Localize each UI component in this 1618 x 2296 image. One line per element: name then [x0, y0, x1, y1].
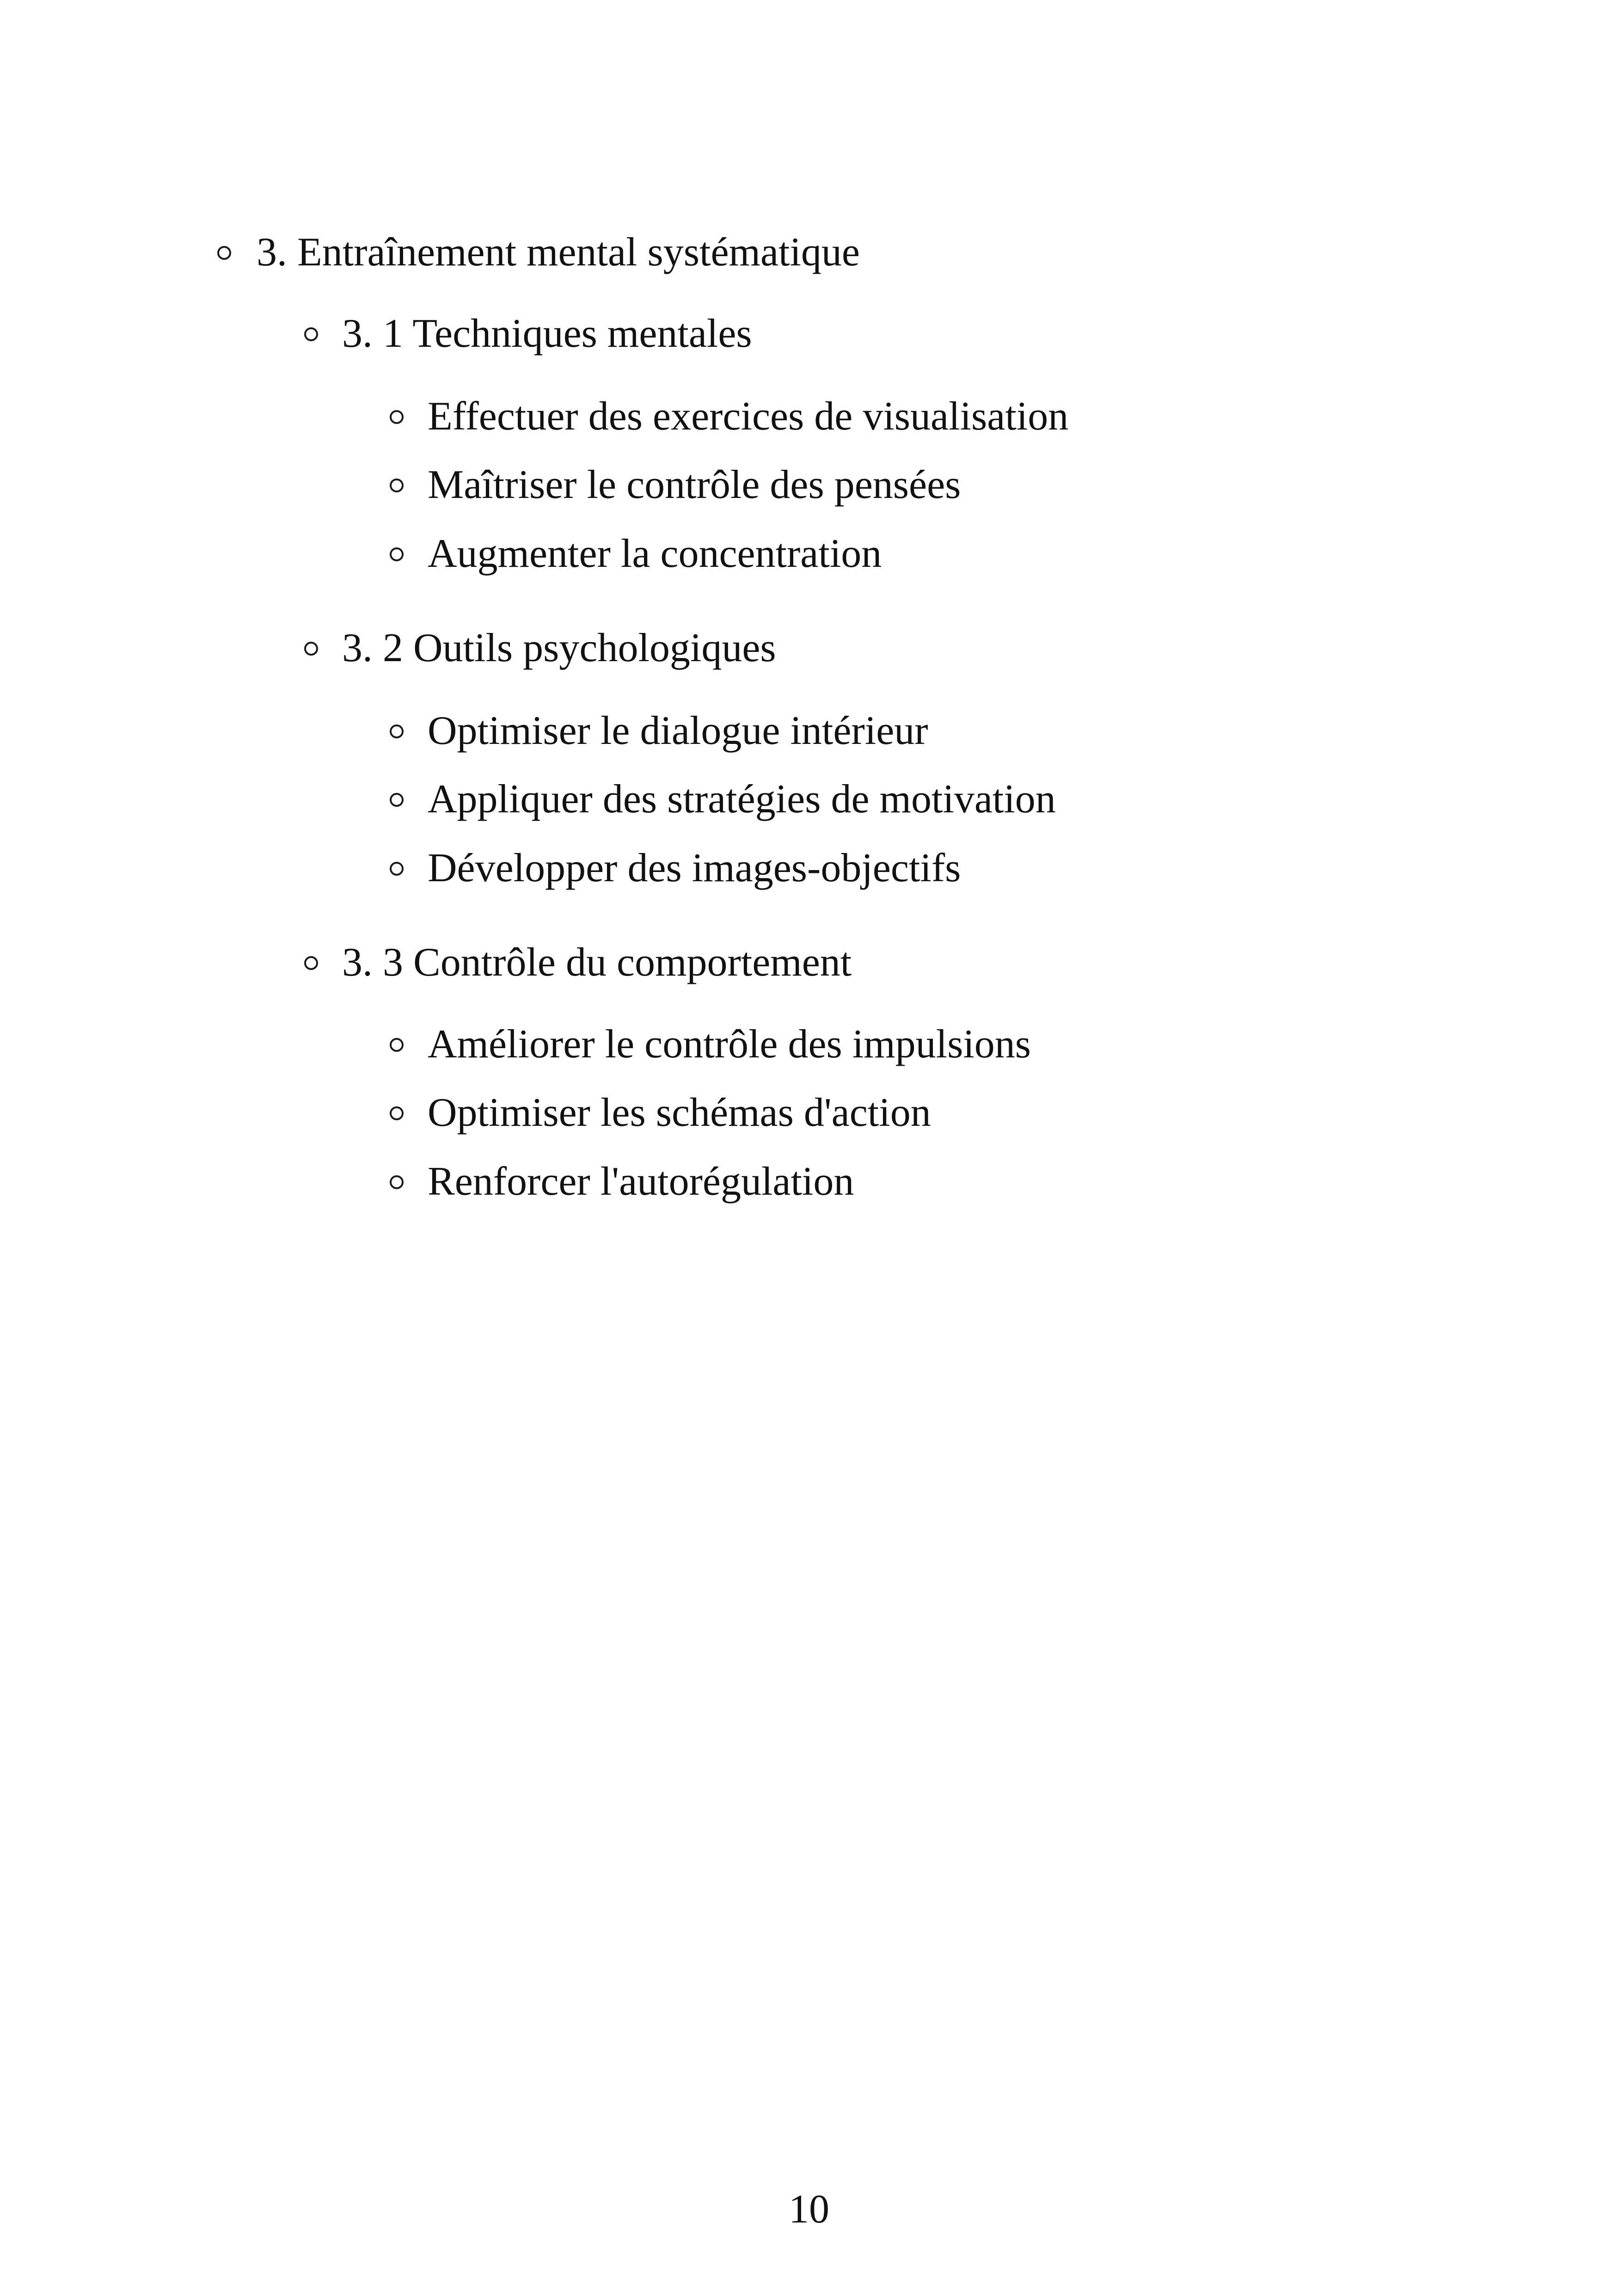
page-number: 10	[789, 2187, 829, 2232]
outline-heading-text: 3. Entraînement mental systématique	[257, 230, 860, 275]
hollow-circle-bullet-icon	[390, 547, 404, 561]
hollow-circle-bullet-icon	[390, 862, 404, 876]
hollow-circle-bullet-icon	[390, 1175, 404, 1189]
hollow-circle-bullet-icon	[304, 956, 318, 970]
hollow-circle-bullet-icon	[390, 724, 404, 738]
hollow-circle-bullet-icon	[304, 327, 318, 341]
hollow-circle-bullet-icon	[390, 1106, 404, 1120]
hollow-circle-bullet-icon	[390, 410, 404, 424]
hollow-circle-bullet-icon	[390, 479, 404, 492]
hollow-circle-bullet-icon	[304, 642, 318, 656]
hollow-circle-bullet-icon	[390, 793, 404, 807]
hollow-circle-bullet-icon	[217, 246, 231, 260]
document-page: 3. Entraînement mental systématique 3. 1 Techniques mentales Effectuer des exercices de visualisation Maîtriser le contrôle des pensées Augmenter la concentration 3. 2 Outils psychologiques Optimiser le dialogue intérieur Appliquer des stratégies de motivation Développer des images-objectifs 3. 3 Contrôle du comportement Améliorer le contrôle des impulsions Optimiser les schémas d'action Renforcer l'autorégulation 10	[0, 0, 1618, 2296]
hollow-circle-bullet-icon	[390, 1038, 404, 1052]
